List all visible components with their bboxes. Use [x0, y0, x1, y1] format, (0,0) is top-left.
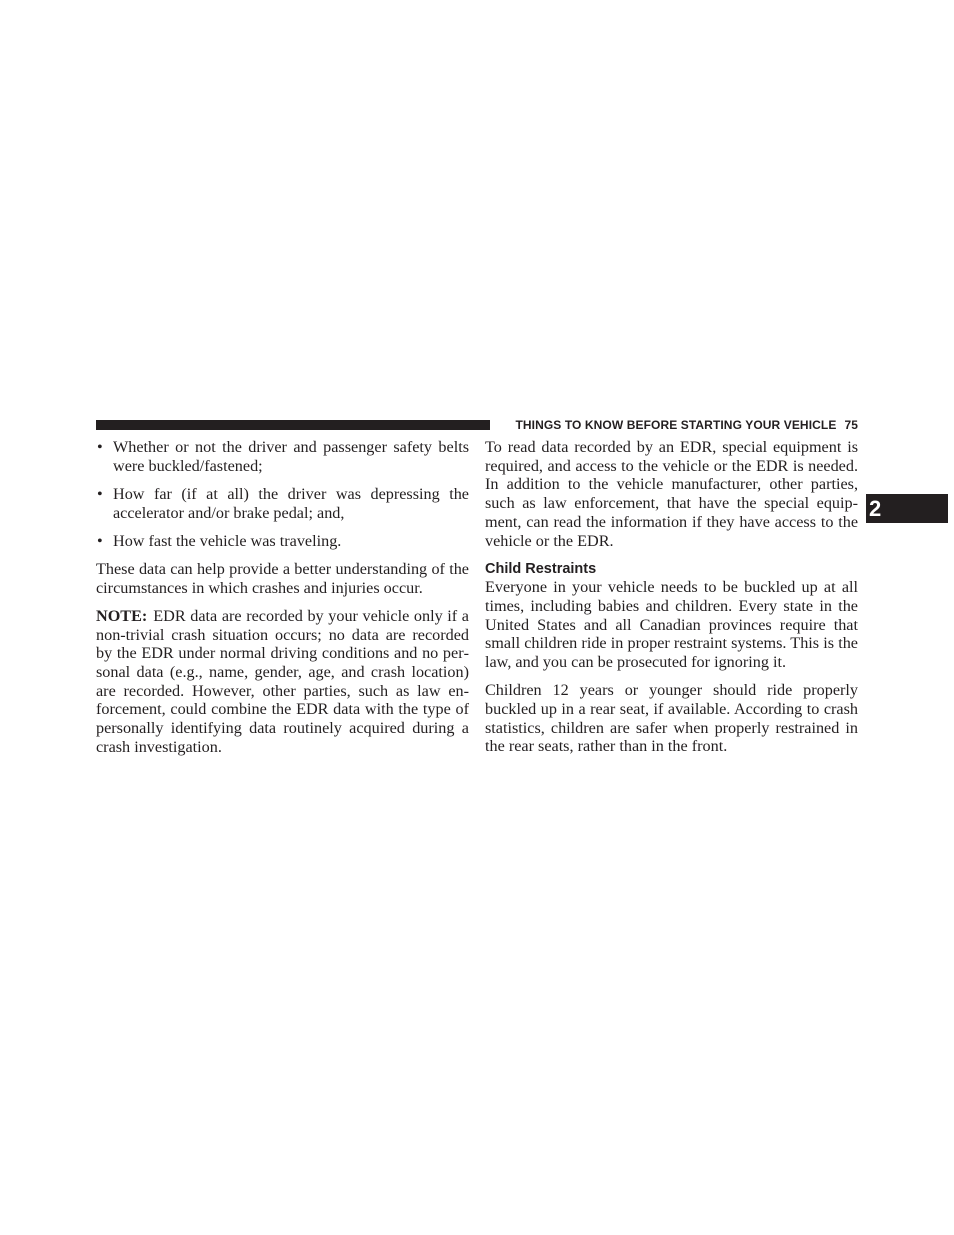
note-label: NOTE:: [96, 606, 148, 625]
bullet-dot: •: [97, 531, 103, 550]
left-column: [96, 438, 469, 766]
bullet-text: How fast the vehicle was traveling.: [113, 531, 342, 550]
bullet-dot: •: [97, 484, 103, 503]
bullet-item: [96, 438, 469, 475]
note-paragraph: [96, 607, 469, 757]
chapter-tab: 2: [866, 494, 948, 523]
body-paragraph: To read data recorded by an EDR, special equipment is required, and access to the vehicle or the EDR is needed. In addition to the vehicle manufacturer, other parties, such as law enforcement, that have the special equipment, can read the information if they have access to the vehicle or the EDR.: [485, 438, 858, 550]
bullet-text: Whether or not the driver and passenger safety belts were buckled/fastened;: [113, 438, 469, 475]
note-text: EDR data are recorded by your vehicle only if a non-trivial crash situation occurs; no data are recorded by the EDR under normal driving conditions and no personal data (e.g., name, gender, age, and crash location) are recorded. However, other parties, such as law enforcement, could combine the EDR data with the type of personally identifying data routinely acquired during a crash investigation.: [96, 606, 469, 756]
body-paragraph: Children 12 years or younger should ride properly buckled up in a rear seat, if available. According to crash statistics, children are safer when properly restrained in the rear seats, rather than in the front.: [485, 681, 858, 756]
section-heading: Child Restraints: [485, 560, 597, 577]
right-column: [485, 438, 858, 766]
bullet-item: [96, 485, 469, 522]
bullet-text: How far (if at all) the driver was depressing the accelerator and/or brake pedal; and,: [113, 484, 469, 522]
running-header: [498, 417, 858, 433]
page-number: 75: [844, 418, 858, 432]
bullet-item: [96, 532, 469, 551]
bullet-dot: •: [97, 438, 103, 456]
section-title: THINGS TO KNOW BEFORE STARTING YOUR VEHICLE: [515, 418, 837, 432]
body-paragraph: These data can help provide a better understanding of the circumstances in which crashes and injuries occur.: [96, 560, 469, 597]
header-rule: [96, 420, 490, 430]
body-paragraph: Everyone in your vehicle needs to be buckled up at all times, including babies and children. Every state in the United States and all Canadian provinces require that small children ride in proper restraint systems. This is the law, and you can be prosecuted for ignoring it.: [485, 578, 858, 672]
